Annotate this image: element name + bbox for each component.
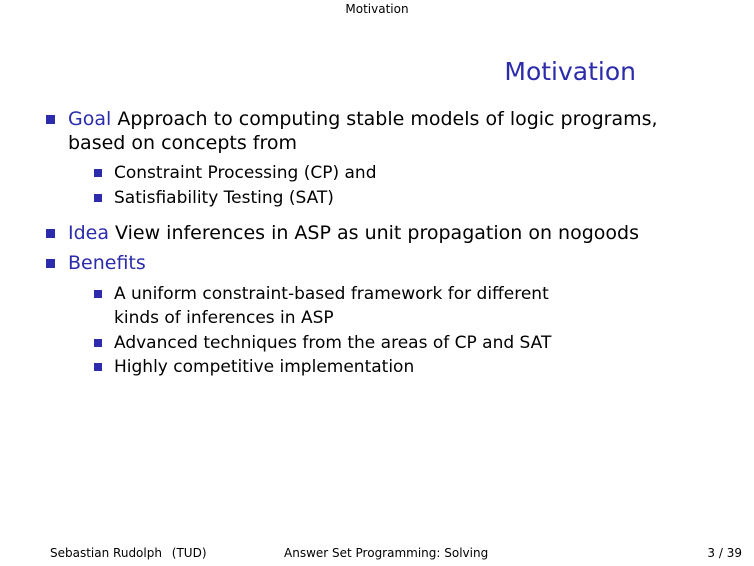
item-line: Approach to computing stable models of logic programs, [117, 108, 658, 130]
author-name: Sebastian Rudolph [50, 546, 162, 560]
sublist-item-text: A uniform constraint-based framework for different [114, 284, 549, 304]
header-section-title: Motivation [345, 2, 409, 16]
bullet-square-icon [94, 363, 102, 371]
slide-title: Motivation [504, 57, 636, 86]
page-separator: / [718, 546, 723, 560]
keyword-benefits: Benefits [68, 252, 146, 274]
sublist-item-text: Highly competitive implementation [114, 357, 415, 377]
list-item-text [68, 251, 146, 275]
item-line: based on concepts from [68, 132, 298, 154]
page-number [707, 546, 742, 560]
sublist-item-text: Constraint Processing (CP) and [114, 163, 377, 183]
keyword-idea: Idea [68, 222, 109, 244]
bullet-square-icon [94, 194, 102, 202]
bullet-square-icon [46, 259, 55, 268]
list-item-text [68, 221, 639, 245]
sublist-item-text: Advanced techniques from the areas of CP and SAT [114, 333, 552, 353]
page-total: 39 [726, 546, 742, 560]
bullet-square-icon [94, 169, 102, 177]
footer-talk-title: Answer Set Programming: Solving [284, 546, 489, 560]
bullet-square-icon [46, 115, 55, 124]
list-item-text [68, 131, 297, 155]
bullet-square-icon [94, 290, 102, 298]
sublist-item-text: kinds of inferences in ASP [114, 308, 334, 328]
author-institute: (TUD) [171, 546, 207, 560]
footer-author [50, 546, 207, 560]
bullet-square-icon [94, 339, 102, 347]
sublist-item-text: Satisfiability Testing (SAT) [114, 188, 334, 208]
list-item-text [68, 107, 658, 131]
page-current: 3 [707, 546, 716, 560]
keyword-goal: Goal [68, 108, 112, 130]
item-line: View inferences in ASP as unit propagation on nogoods [115, 222, 639, 244]
bullet-square-icon [46, 229, 55, 238]
